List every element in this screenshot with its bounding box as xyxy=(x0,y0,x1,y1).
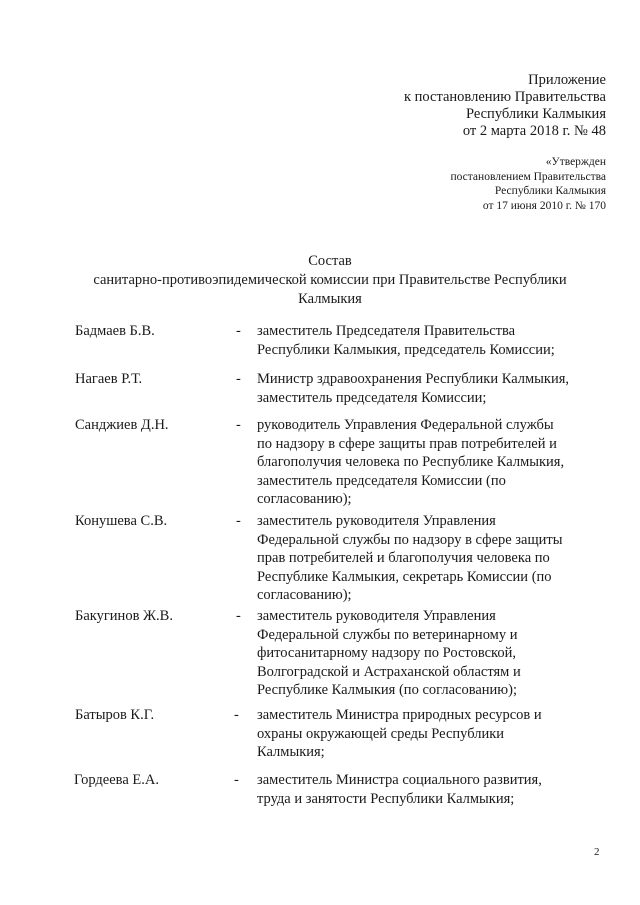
member-position xyxy=(257,771,597,808)
member-name: Нагаев Р.Т. xyxy=(75,371,143,387)
position-line: охраны окружающей среды Республики xyxy=(257,725,505,742)
member-dash: - xyxy=(236,417,241,433)
position-line: заместитель председателя Комиссии; xyxy=(257,389,487,406)
member-position xyxy=(257,370,597,407)
position-line: фитосанитарному надзору по Ростовской, xyxy=(257,645,516,661)
member-position xyxy=(257,322,597,359)
position-line: Калмыкия; xyxy=(257,744,325,760)
approval-line: Республики Калмыкия xyxy=(494,185,606,197)
approval-line: «Утвержден xyxy=(545,156,606,168)
position-line: заместитель председателя Комиссии (по xyxy=(257,472,506,489)
position-line: Федеральной службы по ветеринарному и xyxy=(257,626,518,643)
appendix-line: к постановлению Правительства xyxy=(404,89,606,105)
member-dash: - xyxy=(234,707,239,723)
position-line: Республики Калмыкия, председатель Комиссии; xyxy=(257,341,555,358)
appendix-header xyxy=(404,72,606,140)
member-name: Санджиев Д.Н. xyxy=(75,417,169,433)
member-name: Бакугинов Ж.В. xyxy=(75,608,173,624)
member-position xyxy=(257,607,597,700)
position-line: Волгоградской и Астраханской областям и xyxy=(257,663,521,680)
position-line: заместитель руководителя Управления xyxy=(257,513,496,529)
member-name: Батыров К.Г. xyxy=(75,707,155,723)
position-line: заместитель Министра социального развития, xyxy=(257,772,542,788)
position-line: согласованию); xyxy=(257,587,352,603)
member-position xyxy=(257,706,597,762)
position-line: Министр здравоохранения Республики Калмыкия, xyxy=(257,371,570,387)
member-name: Конушева С.В. xyxy=(75,513,168,529)
position-line: благополучия человека по Республике Калмыкия, xyxy=(257,454,565,470)
member-position xyxy=(257,512,597,605)
member-dash: - xyxy=(236,608,241,624)
approval-line: постановлением Правительства xyxy=(450,170,606,183)
appendix-line: от 2 марта 2018 г. № 48 xyxy=(462,123,606,139)
appendix-line: Приложение xyxy=(528,72,606,88)
position-line: заместитель Председателя Правительства xyxy=(257,323,516,339)
member-name: Бадмаев Б.В. xyxy=(75,323,155,339)
document-title xyxy=(60,252,600,309)
member-position xyxy=(257,416,597,509)
page-number: 2 xyxy=(594,846,600,858)
member-name: Гордеева Е.А. xyxy=(74,772,159,788)
member-dash: - xyxy=(234,772,239,788)
title-line: Калмыкия xyxy=(298,291,362,307)
approval-line: от 17 июня 2010 г. № 170 xyxy=(482,199,606,212)
title-line: Состав xyxy=(308,253,352,269)
appendix-line: Республики Калмыкия xyxy=(465,106,606,122)
position-line: согласованию); xyxy=(257,491,352,507)
approval-stamp xyxy=(450,155,606,213)
position-line: прав потребителей и благополучия человека по xyxy=(257,550,550,566)
title-line: санитарно-противоэпидемической комиссии при Правительстве Республики xyxy=(93,272,567,288)
position-line: руководитель Управления Федеральной службы xyxy=(257,417,554,433)
position-line: Республике Калмыкия (по согласованию); xyxy=(257,682,517,698)
member-dash: - xyxy=(236,513,241,529)
position-line: Республике Калмыкия, секретарь Комиссии (по xyxy=(257,568,552,585)
position-line: труда и занятости Республики Калмыкия; xyxy=(257,790,515,807)
member-dash: - xyxy=(236,371,241,387)
position-line: по надзору в сфере защиты прав потребителей и xyxy=(257,435,557,452)
position-line: Федеральной службы по надзору в сфере защиты xyxy=(257,531,563,548)
member-dash: - xyxy=(236,323,241,339)
position-line: заместитель Министра природных ресурсов и xyxy=(257,707,542,723)
position-line: заместитель руководителя Управления xyxy=(257,608,496,624)
